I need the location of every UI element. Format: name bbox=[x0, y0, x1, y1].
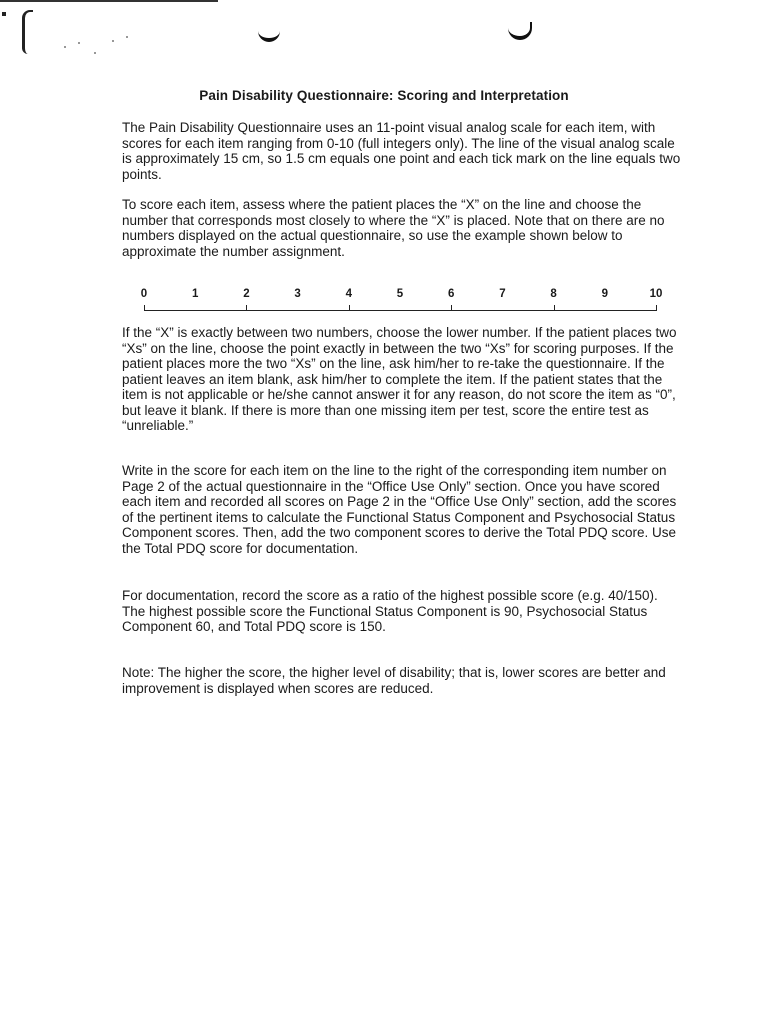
recording-paragraph: Write in the score for each item on the line to the right of the corresponding item number on Page 2 of the actual questionnaire in the “Office Use Only” section. Once you have scored each item and recorded all scores on Page 2 in the “Office Use Only” section, add the scores of the pertinent items to calculate the Functional Status Component and Psychosocial Status Component scores. Then, add the two component scores to derive the Total PDQ score. Use the Total PDQ score for documentation. bbox=[122, 463, 677, 556]
scan-bracket-mark bbox=[22, 10, 33, 54]
scale-tick-4 bbox=[349, 305, 350, 311]
intro-paragraph: The Pain Disability Questionnaire uses an 11-point visual analog scale for each item, with scores for each item ranging from 0-10 (full integers only). The line of the visual analog scale is approximately 15 cm, so 1.5 cm equals one point and each tick mark on the line equals two points. bbox=[122, 120, 681, 182]
scale-label-9: 9 bbox=[601, 288, 608, 300]
scale-label-10: 10 bbox=[649, 288, 663, 300]
scan-dot bbox=[2, 12, 6, 16]
scale-tick-2 bbox=[246, 305, 247, 311]
scan-speck bbox=[94, 52, 96, 54]
scale-label-2: 2 bbox=[243, 288, 250, 300]
scan-speck bbox=[126, 36, 128, 38]
scale-label-0: 0 bbox=[140, 288, 148, 300]
punch-hole-mark-left bbox=[258, 26, 280, 42]
scale-label-1: 1 bbox=[191, 288, 199, 300]
scoring-rules-paragraph: If the “X” is exactly between two numbers, choose the lower number. If the patient places two “Xs” on the line, choose the point exactly in between the two “Xs” for scoring purposes. If the patient places more the two “Xs” on the line, ask him/her to re-take the questionnaire. If the patient leaves an item blank, ask him/her to complete the item. If the patient states that the item is not applicable or he/she cannot answer it for any reason, do not score the item as “0”, but leave it blank. If there is more than one missing item per test, score the entire test as “unreliable.” bbox=[122, 325, 677, 433]
scan-top-line bbox=[0, 0, 218, 2]
visual-analog-scale-example bbox=[138, 288, 668, 318]
scale-tick-8 bbox=[554, 305, 555, 311]
scale-label-5: 5 bbox=[396, 288, 404, 300]
punch-hole-mark-right bbox=[508, 22, 532, 40]
scale-tick-0 bbox=[144, 305, 145, 311]
how-to-score-paragraph: To score each item, assess where the patient places the “X” on the line and choose the number that corresponds most closely to where the “X” is placed. Note that on there are no numbers displayed on the actual questionnaire, so use the example shown below to approximate the number assignment. bbox=[122, 197, 665, 259]
note-paragraph: Note: The higher the score, the higher level of disability; that is, lower scores are better and improvement is displayed when scores are reduced. bbox=[122, 665, 666, 696]
scale-label-7: 7 bbox=[499, 288, 506, 300]
scale-label-3: 3 bbox=[294, 288, 301, 300]
page-title: Pain Disability Questionnaire: Scoring and Interpretation bbox=[199, 88, 569, 103]
scale-tick-6 bbox=[451, 305, 452, 311]
scale-label-8: 8 bbox=[550, 288, 557, 300]
scale-tick-10 bbox=[656, 305, 657, 311]
scan-speck bbox=[112, 40, 114, 42]
scan-speck bbox=[78, 42, 80, 44]
documentation-paragraph: For documentation, record the score as a ratio of the highest possible score (e.g. 40/150). The highest possible score the Functional Status Component is 90, Psychosocial Status Component 60, and Total PDQ score is 150. bbox=[122, 588, 658, 634]
scale-axis-line bbox=[144, 310, 656, 311]
scan-speck bbox=[64, 46, 66, 48]
scale-label-4: 4 bbox=[345, 288, 352, 300]
scale-label-6: 6 bbox=[447, 288, 455, 300]
